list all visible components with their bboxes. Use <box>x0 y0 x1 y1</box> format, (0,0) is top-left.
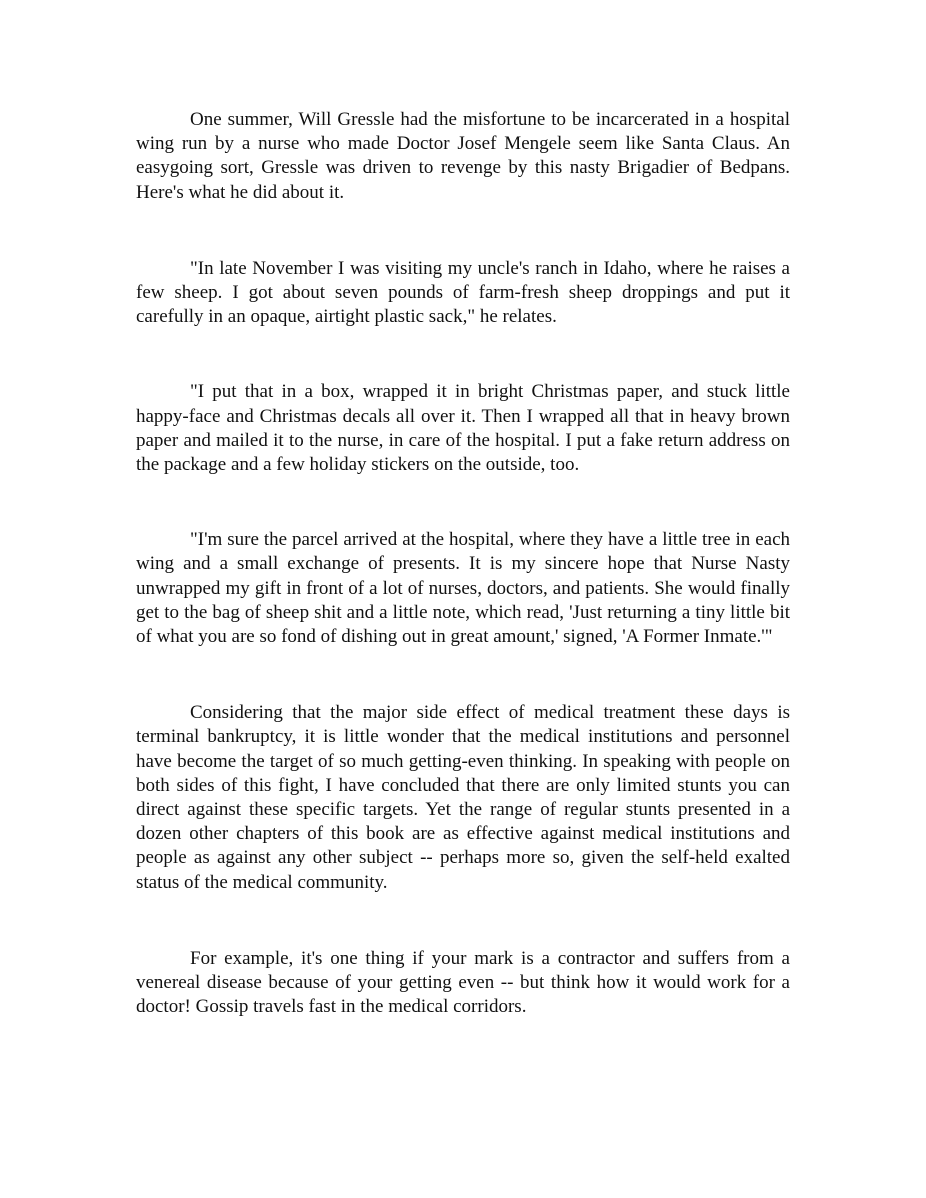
paragraph-5: Considering that the major side effect of medical treatment these days is terminal bankruptcy, it is little wonder that the medical institutions and personnel have become the target of so much getting-even thinking. In speaking with people on both sides of this fight, I have concluded that there are only limited stunts you can direct against these specific targets. Yet the range of regular stunts presented in a dozen other chapters of this book are as effective against medical institutions and people as against any other subject -- perhaps more so, given the self-held exalted status of the medical community. <box>136 702 790 893</box>
paragraph-3: "I put that in a box, wrapped it in bright Christmas paper, and stuck little happy-face and Christmas decals all over it. Then I wrapped all that in heavy brown paper and mailed it to the nurse, in care of the hospital. I put a fake return address on the package and a few holiday stickers on the outside, too. <box>136 381 790 476</box>
paragraph-1: One summer, Will Gressle had the misfortune to be incarcerated in a hospital wing run by a nurse who made Doctor Josef Mengele seem like Santa Claus. An easygoing sort, Gressle was driven to revenge by this nasty Brigadier of Bedpans. Here's what he did about it. <box>136 109 790 203</box>
document-page <box>136 108 790 1019</box>
paragraph-6: For example, it's one thing if your mark is a contractor and suffers from a venereal disease because of your getting even -- but think how it would work for a doctor! Gossip travels fast in the medical corridors. <box>136 947 790 1018</box>
paragraph-2: "In late November I was visiting my uncle's ranch in Idaho, where he raises a few sheep. I got about seven pounds of farm-fresh sheep droppings and put it carefully in an opaque, airtight plastic sack," he relates. <box>136 257 790 328</box>
paragraph-4: "I'm sure the parcel arrived at the hospital, where they have a little tree in each wing and a small exchange of presents. It is my sincere hope that Nurse Nasty unwrapped my gift in front of a lot of nurses, doctors, and patients. She would finally get to the bag of sheep shit and a little note, which read, 'Just returning a tiny little bit of what you are so fond of dishing out in great amount,' signed, 'A Former Inmate.'" <box>136 529 790 648</box>
